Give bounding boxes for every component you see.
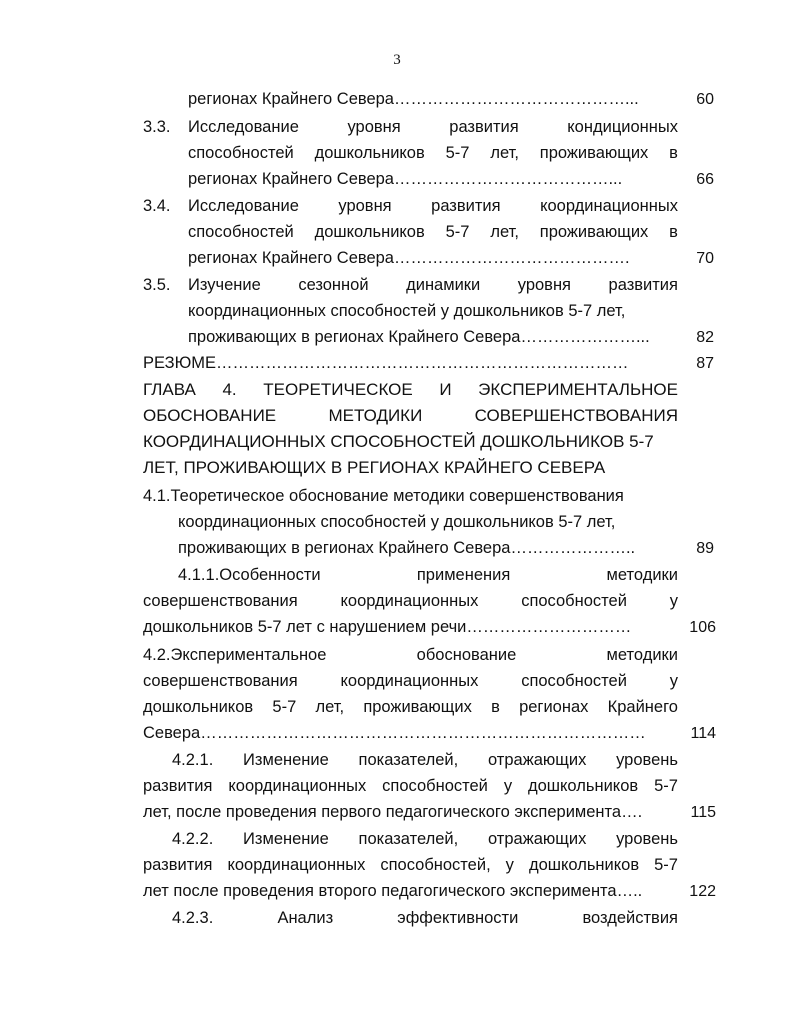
word: Исследование: [188, 118, 299, 136]
word: ОБОСНОВАНИЕ: [143, 406, 277, 425]
word: Изменение: [243, 830, 329, 848]
toc-line: [178, 565, 678, 585]
word: лет,: [490, 144, 519, 162]
word: кондиционных: [567, 118, 678, 136]
word: методики: [606, 566, 678, 584]
word: 5-7: [654, 856, 678, 874]
word: Изучение: [188, 276, 261, 294]
toc-page: 89: [696, 540, 714, 557]
word: уровня: [347, 118, 401, 136]
toc-label: 3.5.: [143, 276, 171, 294]
word: сезонной: [298, 276, 369, 294]
toc-line: [172, 829, 678, 849]
word: координационных: [227, 856, 366, 874]
word: проживающих: [363, 698, 472, 716]
toc-line: проживающих в регионах Крайнего Севера…………………..: [178, 539, 636, 557]
word: в: [669, 223, 678, 241]
word: Исследование: [188, 197, 299, 215]
word: воздействия: [582, 909, 678, 927]
toc-page: 82: [696, 329, 714, 346]
toc-line: [188, 222, 678, 242]
word: ЭКСПЕРИМЕНТАЛЬНОЕ: [478, 380, 678, 399]
toc-line: координационных способностей у дошкольников 5-7 лет,: [178, 513, 616, 531]
word: у: [505, 856, 514, 874]
toc-line: проживающих в регионах Крайнего Севера…………………...: [188, 328, 650, 346]
word: СОВЕРШЕНСТВОВАНИЯ: [474, 406, 678, 425]
word: МЕТОДИКИ: [328, 406, 423, 425]
word: дошкольников: [314, 144, 425, 162]
word: регионах: [519, 698, 589, 716]
toc-page: 114: [690, 725, 716, 742]
word: ГЛАВА: [143, 380, 196, 399]
toc-line: [143, 855, 678, 875]
word: координационных: [228, 777, 367, 795]
toc-page: 70: [696, 250, 714, 267]
word: 5-7: [654, 777, 678, 795]
word: лет,: [315, 698, 345, 716]
toc-line: дошкольников 5-7 лет с нарушением речи…………………………: [143, 618, 632, 636]
word: у: [503, 777, 513, 795]
toc-line: [188, 196, 678, 216]
toc-label: 3.4.: [143, 197, 171, 215]
word: обоснование: [416, 646, 517, 664]
toc-page: 122: [689, 883, 716, 900]
toc-line: РЕЗЮМЕ…………………………………………………………………: [143, 354, 629, 372]
word: уровня: [517, 276, 571, 294]
toc-line: [188, 143, 678, 163]
word: Изменение: [243, 751, 329, 769]
toc-line: лет, после проведения первого педагогического эксперимента….: [143, 803, 643, 821]
word: 4.1.1.Особенности: [178, 566, 321, 584]
word: отражающих: [487, 830, 587, 848]
word: проживающих: [539, 223, 649, 241]
word: способностей: [188, 144, 294, 162]
word: уровень: [616, 830, 678, 848]
word: 4.2.1.: [172, 751, 214, 769]
word: координационных: [340, 592, 479, 610]
word: показателей,: [358, 830, 459, 848]
word: развития: [449, 118, 519, 136]
toc-page: 66: [696, 171, 714, 188]
word: совершенствования: [143, 592, 298, 610]
word: дошкольников: [314, 223, 425, 241]
toc-page: 60: [696, 91, 714, 108]
toc-line: регионах Крайнего Севера…………………………………...: [188, 170, 623, 188]
toc-line: [172, 750, 678, 770]
word: 5-7: [445, 144, 470, 162]
word: дошкольников: [527, 777, 639, 795]
word: 4.: [222, 380, 237, 399]
page-number: 3: [393, 52, 401, 68]
toc-line: [143, 671, 678, 691]
word: дошкольников: [143, 698, 254, 716]
toc-line: 4.1.Теоретическое обоснование методики совершенствования: [143, 487, 624, 505]
word: способностей: [521, 592, 627, 610]
word: у: [669, 592, 678, 610]
word: в: [669, 144, 678, 162]
toc-label: 3.3.: [143, 118, 171, 136]
word: координационных: [540, 197, 678, 215]
word: развития: [608, 276, 678, 294]
toc-line: лет после проведения второго педагогического эксперимента…..: [143, 882, 643, 900]
word: способностей: [188, 223, 294, 241]
word: дошкольников: [528, 856, 640, 874]
word: 5-7: [272, 698, 297, 716]
toc-line: [188, 275, 678, 295]
toc-page: 87: [696, 355, 714, 372]
word: применения: [416, 566, 511, 584]
chapter-heading-line: КООРДИНАЦИОННЫХ СПОСОБНОСТЕЙ ДОШКОЛЬНИКОВ 5-7: [143, 432, 654, 451]
chapter-heading-line: ЛЕТ, ПРОЖИВАЮЩИХ В РЕГИОНАХ КРАЙНЕГО СЕВЕРА: [143, 458, 606, 477]
word: проживающих: [539, 144, 649, 162]
word: в: [491, 698, 500, 716]
word: 5-7: [445, 223, 470, 241]
word: у: [669, 672, 678, 690]
word: способностей,: [380, 856, 491, 874]
word: И: [439, 380, 452, 399]
toc-line: [143, 776, 678, 796]
word: ТЕОРЕТИЧЕСКОЕ: [263, 380, 413, 399]
toc-line: [143, 591, 678, 611]
word: отражающих: [487, 751, 587, 769]
toc-line: [143, 645, 678, 665]
word: показателей,: [358, 751, 459, 769]
word: динамики: [406, 276, 481, 294]
toc-line: [172, 908, 678, 928]
toc-page: 115: [690, 804, 716, 821]
chapter-heading-line: [143, 380, 678, 400]
word: совершенствования: [143, 672, 298, 690]
toc-page: 106: [689, 619, 716, 636]
word: методики: [606, 646, 678, 664]
word: способностей: [521, 672, 627, 690]
word: Крайнего: [607, 698, 678, 716]
toc-line: Севера………………………………………………………………………: [143, 724, 646, 742]
word: Анализ: [277, 909, 334, 927]
word: развития: [143, 856, 213, 874]
word: 4.2.2.: [172, 830, 214, 848]
word: способностей: [382, 777, 488, 795]
toc-line: координационных способностей у дошкольников 5-7 лет,: [188, 302, 626, 320]
toc-line: регионах Крайнего Севера…………………………………….: [188, 249, 630, 267]
toc-line: [188, 117, 678, 137]
word: уровня: [338, 197, 392, 215]
word: лет,: [490, 223, 519, 241]
word: развития: [143, 777, 213, 795]
word: развития: [431, 197, 501, 215]
toc-line: [143, 697, 678, 717]
word: эффективности: [397, 909, 519, 927]
toc-line: регионах Крайнего Севера……………………………………...: [188, 90, 639, 108]
word: координационных: [340, 672, 479, 690]
word: уровень: [616, 751, 678, 769]
word: 4.2.Экспериментальное: [143, 646, 327, 664]
chapter-heading-line: [143, 406, 678, 426]
word: 4.2.3.: [172, 909, 214, 927]
